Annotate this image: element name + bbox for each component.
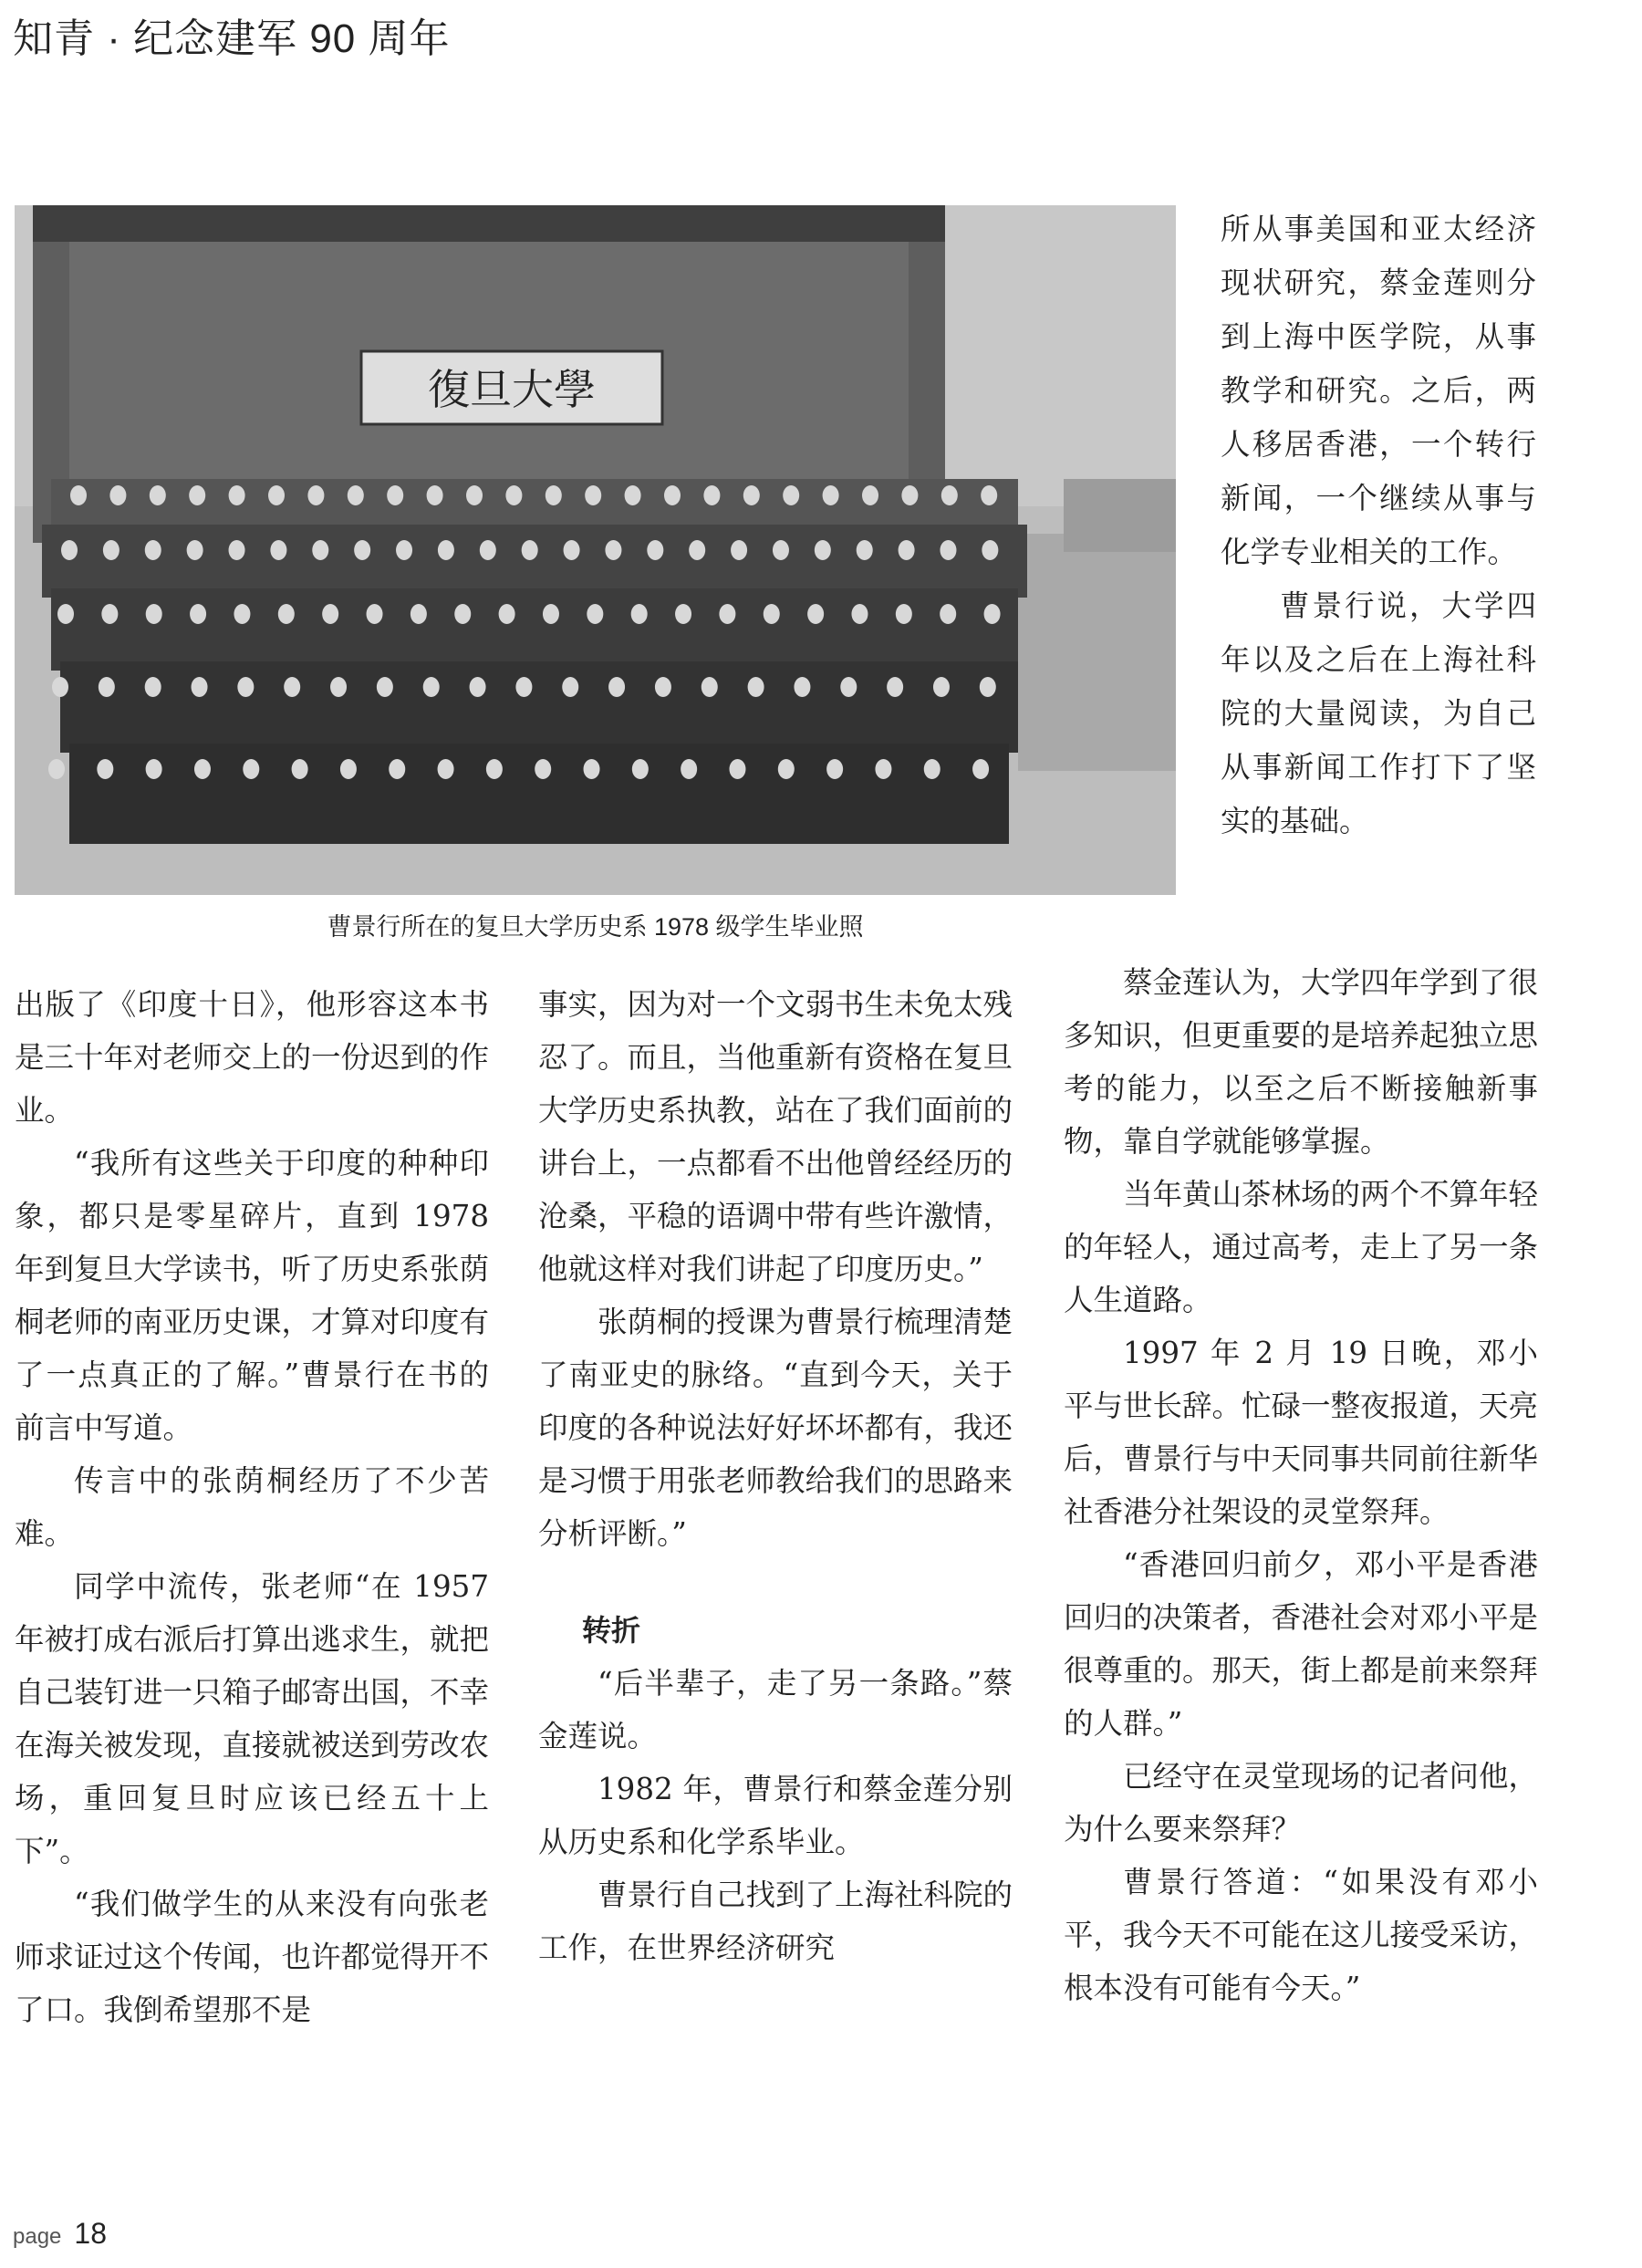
graduation-photo-illustration [15,205,1176,895]
crowd-rows [42,479,1027,844]
paragraph: 1982 年，曹景行和蔡金莲分别从历史系和化学系毕业。 [538,1772,1013,1859]
paragraph: 出版了《印度十日》，他形容这本书是三十年对老师交上的一份迟到的作业。 [15,987,490,1128]
page-label: page [13,2224,62,2249]
article-column-2 [538,978,1013,1974]
article-column-1 [15,978,489,2036]
paragraph: 张荫桐的授课为曹景行梳理清楚了南亚史的脉络。“直到今天，关于印度的各种说法好好坏坏都有，我还是习惯于用张老师教给我们的思路来分析评断。” [538,1305,1013,1551]
page-header: 知青 · 纪念建军 90 周年 [13,16,451,61]
paragraph: “我们做学生的从来没有向张老师求证过这个传闻，也许都觉得开不了口。我倒希望那不是 [15,1887,490,2027]
paragraph: 同学中流传，张老师“在 1957 年被打成右派后打算出逃求生，就把自己装钉进一只箱子邮寄出国，不幸在海关被发现，直接就被送到劳改农场，重回复旦时应该已经五十上下”。 [15,1569,490,1868]
page-footer [13,2217,107,2251]
paragraph: 事实，因为对一个文弱书生未免太残忍了。而且，当他重新有资格在复旦大学历史系执教，站在了我们面前的讲台上，一点都看不出他曾经经历的沧桑，平稳的语调中带有些许激情，他就这样对我们讲起了印度历史。” [538,987,1013,1286]
gate-sign-text: 復旦大學 [428,365,596,414]
paragraph: “香港回归前夕，邓小平是香港回归的决策者，香港社会对邓小平是很尊重的。那天，街上都是前来祭拜的人群。” [1064,1547,1539,1741]
paragraph: 曹景行说，大学四年以及之后在上海社科院的大量阅读，为自己从事新闻工作打下了坚实的基础。 [1221,588,1536,838]
paragraph: “我所有这些关于印度的种种印象，都只是零星碎片，直到 1978 年到复旦大学读书，听了历史系张荫桐老师的南亚历史课，才算对印度有了一点真正的了解。”曹景行在书的前言中写道。 [15,1146,490,1445]
paragraph: 曹景行答道：“如果没有邓小平，我今天不可能在这儿接受采访，根本没有可能有今天。” [1064,1865,1539,2005]
paragraph: 已经守在灵堂现场的记者问他，为什么要来祭拜？ [1064,1759,1539,1847]
paragraph: 曹景行自己找到了上海社科院的工作，在世界经济研究 [538,1878,1013,1965]
section-heading: 转折 [582,1614,641,1647]
page-number: 18 [74,2217,107,2250]
paragraph: 所从事美国和亚太经济现状研究，蔡金莲则分到上海中医学院，从事教学和研究。之后，两人移居香港，一个转行新闻，一个继续从事与化学专业相关的工作。 [1221,212,1536,569]
paragraph: 当年黄山茶林场的两个不算年轻的年轻人，通过高考，走上了另一条人生道路。 [1064,1177,1539,1317]
paragraph: 1997 年 2 月 19 日晚，邓小平与世长辞。忙碌一整夜报道，天亮后，曹景行与中天同事共同前往新华社香港分社架设的灵堂祭拜。 [1064,1336,1539,1529]
paragraph: “后半辈子，走了另一条路。”蔡金莲说。 [538,1666,1013,1753]
article-column-3 [1064,956,1538,2014]
photo-caption: 曹景行所在的复旦大学历史系 1978 级学生毕业照 [327,913,864,941]
graduation-photo [15,205,1176,895]
article-column-3-top [1221,203,1536,848]
paragraph: 蔡金莲认为，大学四年学到了很多知识，但更重要的是培养起独立思考的能力，以至之后不断接触新事物，靠自学就能够掌握。 [1064,965,1539,1159]
paragraph: 传言中的张荫桐经历了不少苦难。 [15,1463,489,1551]
